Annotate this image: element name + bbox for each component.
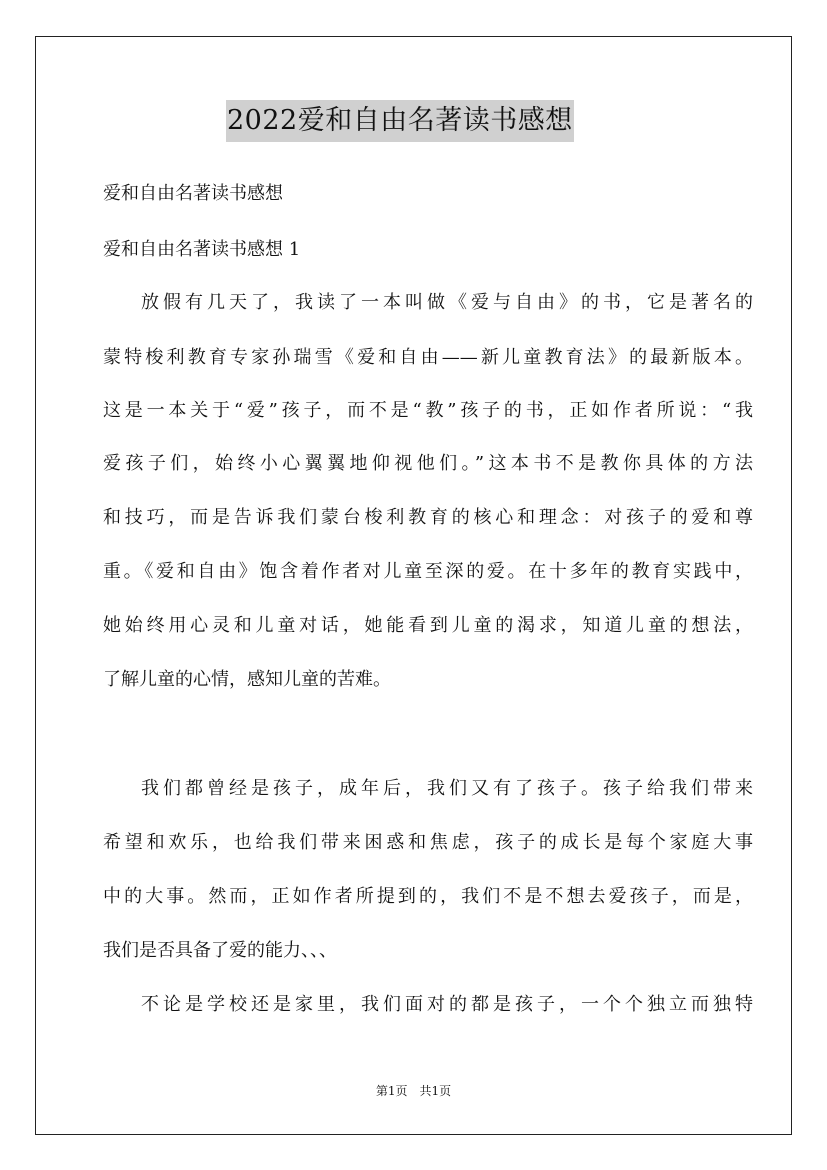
paragraph-2-line-2: 希望和欢乐，也给我们带来困惑和焦虑，孩子的成长是每个家庭大事 — [103, 832, 753, 853]
page-number: 第1页 共1页 — [375, 1084, 452, 1098]
paragraph-1-line-7: 她始终用心灵和儿童对话，她能看到儿童的渴求，知道儿童的想法， — [103, 615, 753, 636]
paragraph-2-line-3: 中的大事。然而，正如作者所提到的，我们不是不想去爱孩子，而是， — [103, 886, 753, 907]
paragraph-1-line-2: 蒙特梭利教育专家孙瑞雪《爱和自由——新儿童教育法》的最新版本。 — [103, 347, 753, 368]
paragraph-2-line-1: 我们都曾经是孩子，成年后，我们又有了孩子。孩子给我们带来 — [141, 778, 753, 799]
document-subtitle: 爱和自由名著读书感想 — [103, 183, 283, 204]
document-title: 2022爱和自由名著读书感想 — [226, 100, 574, 142]
paragraph-1-line-8: 了解儿童的心情，感知儿童的苦难。 — [103, 669, 391, 690]
paragraph-1-line-3: 这是一本关于“爱”孩子，而不是“教”孩子的书，正如作者所说：“我 — [103, 400, 753, 421]
paragraph-1-line-6: 重。《爱和自由》饱含着作者对儿童至深的爱。在十多年的教育实践中， — [103, 561, 753, 582]
paragraph-1-line-4: 爱孩子们，始终小心翼翼地仰视他们。”这本书不是教你具体的方法 — [103, 453, 753, 474]
paragraph-2-line-4: 我们是否具备了爱的能力、、、 — [103, 940, 337, 961]
paragraph-1-line-1: 放假有几天了，我读了一本叫做《爱与自由》的书，它是著名的 — [141, 292, 753, 313]
paragraph-3-line-1: 不论是学校还是家里，我们面对的都是孩子，一个个独立而独特 — [141, 994, 753, 1015]
section-heading: 爱和自由名著读书感想 1 — [103, 239, 301, 260]
paragraph-1-line-5: 和技巧，而是告诉我们蒙台梭利教育的核心和理念：对孩子的爱和尊 — [103, 507, 753, 528]
